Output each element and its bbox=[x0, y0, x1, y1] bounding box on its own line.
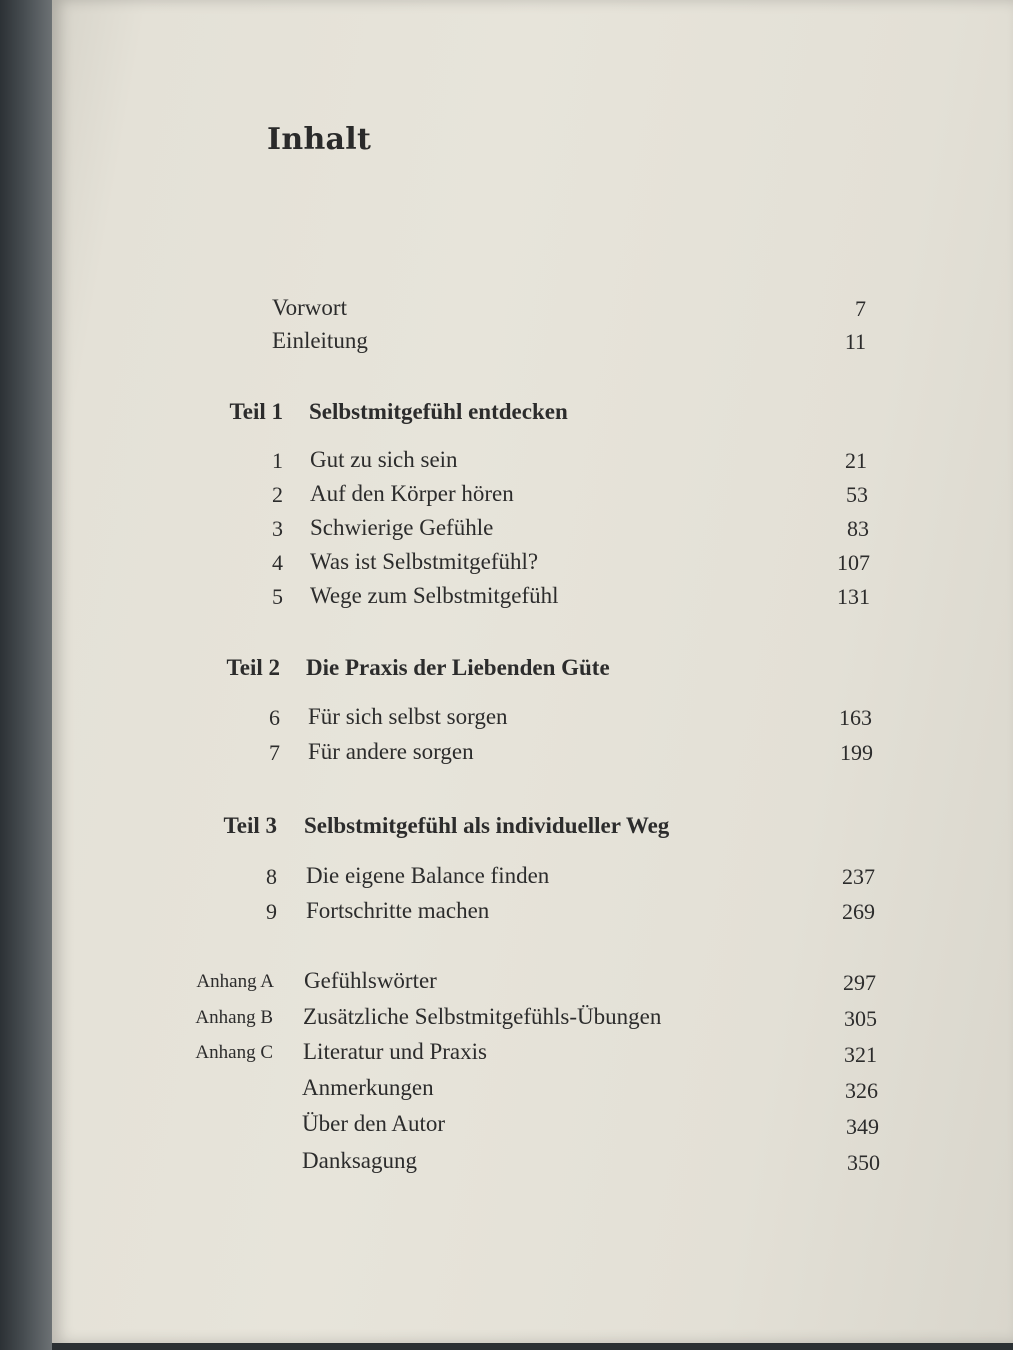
chapter-page: 199 bbox=[840, 740, 873, 765]
part-label: Teil 3 bbox=[223, 813, 277, 838]
chapter-title: Die eigene Balance finden bbox=[306, 863, 550, 888]
back-matter-title: Literatur und Praxis bbox=[303, 1039, 487, 1064]
annex-label: Anhang A bbox=[196, 971, 274, 992]
chapter-number: 2 bbox=[272, 482, 283, 507]
book-spine bbox=[0, 0, 60, 1350]
chapter-number: 6 bbox=[269, 705, 280, 730]
part-title: Selbstmitgefühl als individueller Weg bbox=[304, 813, 670, 838]
chapter-number: 4 bbox=[272, 550, 283, 575]
chapter-number: 9 bbox=[266, 899, 277, 924]
chapter-title: Gut zu sich sein bbox=[310, 447, 458, 472]
chapter-page: 131 bbox=[837, 584, 870, 609]
page-title: Inhalt bbox=[267, 122, 372, 157]
back-matter-page: 305 bbox=[844, 1006, 877, 1031]
chapter-number: 7 bbox=[269, 740, 280, 765]
part-title: Die Praxis der Liebenden Güte bbox=[306, 655, 610, 680]
chapter-title: Für andere sorgen bbox=[308, 739, 474, 764]
chapter-page: 53 bbox=[846, 482, 868, 507]
back-matter-page: 321 bbox=[844, 1042, 877, 1067]
chapter-page: 269 bbox=[842, 899, 875, 924]
chapter-title: Auf den Körper hören bbox=[310, 481, 514, 506]
annex-label: Anhang B bbox=[195, 1007, 273, 1028]
chapter-page: 107 bbox=[837, 550, 870, 575]
toc-entry-page: 7 bbox=[855, 296, 866, 321]
chapter-page: 237 bbox=[842, 864, 875, 889]
chapter-page: 21 bbox=[845, 448, 867, 473]
chapter-title: Schwierige Gefühle bbox=[310, 515, 494, 540]
chapter-title: Fortschritte machen bbox=[306, 898, 490, 923]
part-title: Selbstmitgefühl entdecken bbox=[309, 399, 568, 424]
part-label: Teil 2 bbox=[226, 655, 280, 680]
back-matter-title: Zusätzliche Selbstmitgefühls-Übungen bbox=[303, 1004, 662, 1029]
part-label: Teil 1 bbox=[229, 399, 283, 424]
toc-entry-title: Einleitung bbox=[272, 328, 368, 353]
chapter-number: 3 bbox=[272, 516, 283, 541]
back-matter-page: 326 bbox=[845, 1078, 878, 1103]
back-matter-title: Über den Autor bbox=[302, 1111, 446, 1136]
chapter-number: 8 bbox=[266, 864, 277, 889]
chapter-page: 83 bbox=[847, 516, 869, 541]
annex-label: Anhang C bbox=[195, 1042, 273, 1063]
chapter-title: Für sich selbst sorgen bbox=[308, 704, 508, 729]
chapter-title: Wege zum Selbstmitgefühl bbox=[310, 583, 559, 608]
chapter-number: 1 bbox=[272, 448, 283, 473]
back-matter-title: Anmerkungen bbox=[302, 1075, 434, 1100]
back-matter-page: 297 bbox=[843, 970, 876, 995]
chapter-title: Was ist Selbstmitgefühl? bbox=[310, 549, 539, 574]
back-matter-page: 349 bbox=[846, 1114, 879, 1139]
chapter-number: 5 bbox=[272, 584, 283, 609]
page-bottom-edge bbox=[52, 1343, 1013, 1350]
back-matter-title: Gefühlswörter bbox=[304, 968, 437, 993]
back-matter-page: 350 bbox=[847, 1150, 880, 1175]
toc-entry-page: 11 bbox=[844, 329, 866, 354]
chapter-page: 163 bbox=[839, 705, 872, 730]
toc-entry-title: Vorwort bbox=[272, 295, 347, 320]
back-matter-title: Danksagung bbox=[302, 1148, 417, 1173]
